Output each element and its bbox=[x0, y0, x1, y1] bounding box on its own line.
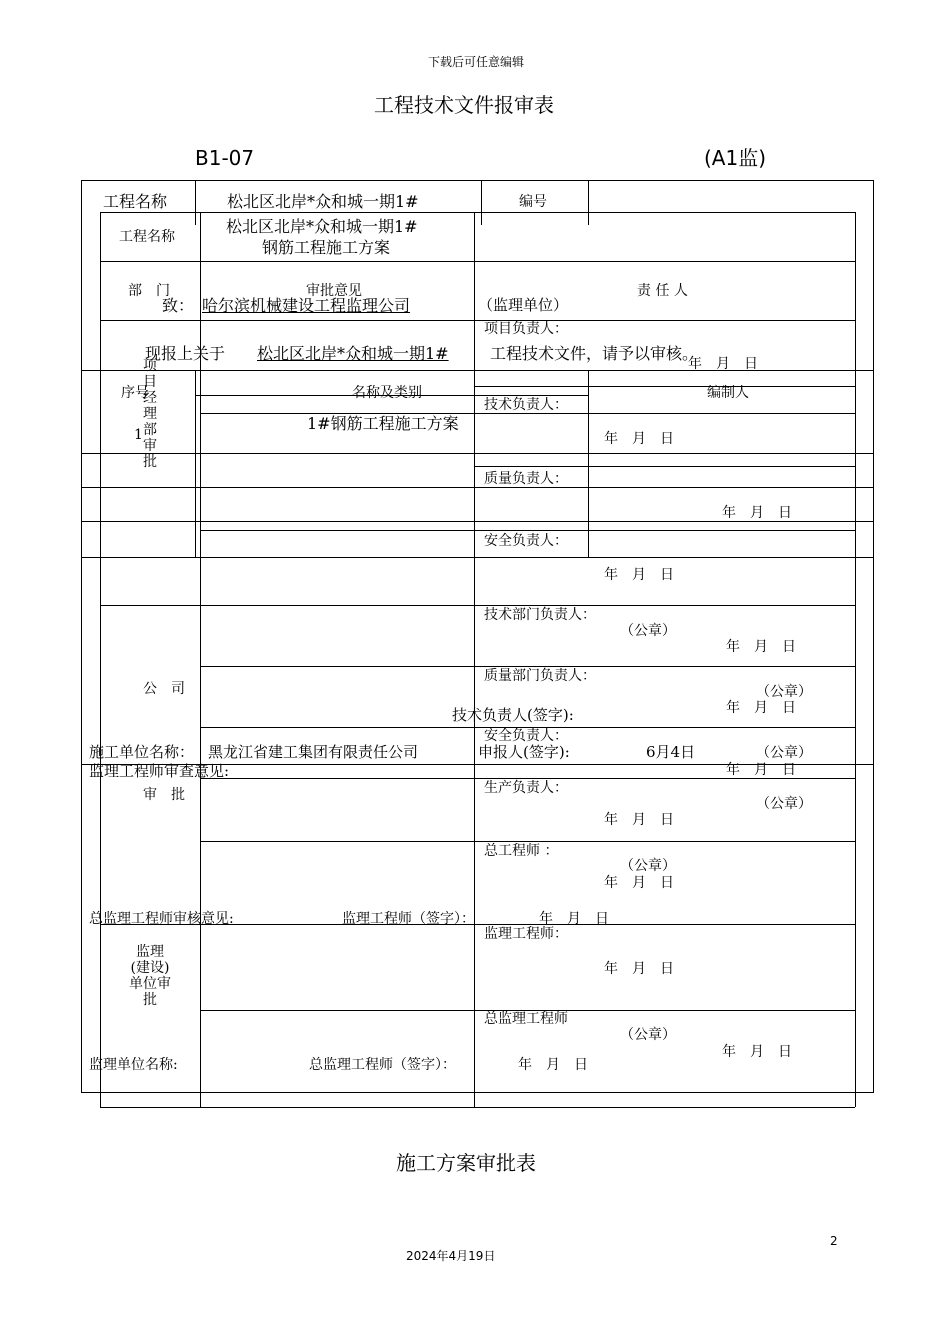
seq-header: 序号 bbox=[121, 385, 149, 401]
footer-date: 2024年4月19日 bbox=[406, 1249, 496, 1263]
safety-lead-date: 年 月 日 bbox=[604, 567, 674, 583]
chief-opinion: 总监理工程师审核意见: bbox=[89, 911, 234, 927]
chief-supervising-date: 年 月 日 bbox=[722, 1044, 792, 1060]
pm-dept-label: 项目经理部审批 bbox=[143, 358, 157, 470]
quality-dept-seal: （公章） bbox=[756, 684, 812, 700]
company-label-1: 公 司 bbox=[143, 681, 185, 697]
number-label: 编号 bbox=[519, 194, 547, 210]
chief-engineer: 总工程师 ： bbox=[484, 843, 559, 859]
inner-project-label: 工程名称 bbox=[119, 229, 175, 245]
safety-lead: 安全负责人： bbox=[484, 533, 568, 549]
author-header: 编制人 bbox=[707, 385, 749, 401]
responsible-header: 责 任 人 bbox=[637, 283, 688, 299]
tech-dept-lead: 技术部门负责人： bbox=[484, 607, 596, 623]
supervision-label: 监理(建设)单位审批 bbox=[129, 944, 171, 1008]
page-title: 工程技术文件报审表 bbox=[374, 93, 554, 117]
engineer-opinion: 监理工程师审查意见: bbox=[89, 762, 230, 780]
row1-name: 1#钢筋工程施工方案 bbox=[307, 414, 459, 433]
outer-project-label: 工程名称 bbox=[103, 192, 168, 211]
report-project: 松北区北岸*众和城一期1# bbox=[257, 344, 449, 363]
quality-dept-lead: 质量部门负责人： bbox=[484, 668, 596, 684]
chief-engineer-date: 年 月 日 bbox=[604, 875, 674, 891]
supervisor-company: 哈尔滨机械建设工程监理公司 bbox=[202, 296, 411, 315]
report-suffix: 工程技术文件，请予以审核。 bbox=[490, 344, 699, 363]
dept-header: 部 门 bbox=[128, 283, 170, 299]
safety-lead-2: 安全负责人： bbox=[484, 728, 568, 744]
project-lead-date: 年 月 日 bbox=[688, 356, 758, 372]
supervising-engineer: 监理工程师： bbox=[484, 926, 568, 942]
safety-date: 年 月 日 bbox=[726, 762, 796, 778]
supervisor-unit: （监理单位） bbox=[478, 296, 569, 314]
production-lead: 生产负责人： bbox=[484, 780, 568, 796]
engineer-sign: 监理工程师（签字）： bbox=[342, 911, 475, 927]
contractor-label: 施工单位名称： bbox=[89, 743, 195, 761]
inner-project-name-1: 松北区北岸*众和城一期1# bbox=[226, 217, 418, 236]
chief-sign-date: 年 月 日 bbox=[518, 1057, 588, 1073]
form-type: (A1监) bbox=[704, 146, 767, 170]
chief-supervising-engineer: 总监理工程师 bbox=[484, 1011, 568, 1027]
engineer-sign-date: 年 月 日 bbox=[539, 911, 609, 927]
report-date: 6月4日 bbox=[646, 743, 696, 761]
tech-dept-date: 年 月 日 bbox=[726, 639, 796, 655]
quality-dept-date: 年 月 日 bbox=[726, 700, 796, 716]
name-type-header: 名称及类别 bbox=[352, 385, 422, 401]
page-number: 2 bbox=[830, 1234, 838, 1248]
reporter-sign: 申报人(签字): bbox=[478, 743, 570, 761]
contractor-name: 黑龙江省建工集团有限责任公司 bbox=[208, 743, 419, 761]
production-date: 年 月 日 bbox=[604, 812, 674, 828]
unit-name-label: 监理单位名称: bbox=[89, 1057, 178, 1073]
safety-seal: （公章） bbox=[756, 745, 812, 761]
chief-sign: 总监理工程师（签字）： bbox=[309, 1057, 456, 1073]
tech-lead: 技术负责人： bbox=[484, 397, 568, 413]
chief-supervising-seal: （公章） bbox=[620, 1027, 676, 1043]
company-label-2: 审 批 bbox=[143, 787, 185, 803]
report-prefix: 现报上关于 bbox=[145, 344, 226, 363]
supervising-engineer-date: 年 月 日 bbox=[604, 961, 674, 977]
quality-lead: 质量负责人： bbox=[484, 471, 568, 487]
chief-engineer-seal: （公章） bbox=[620, 858, 676, 874]
row1-seq: 1 bbox=[134, 427, 143, 443]
production-seal: （公章） bbox=[756, 796, 812, 812]
inner-project-name-2: 钢筋工程施工方案 bbox=[262, 238, 391, 257]
opinion-header: 审批意见 bbox=[306, 283, 362, 299]
tech-lead-sign: 技术负责人(签字): bbox=[452, 706, 574, 724]
outer-project-name: 松北区北岸*众和城一期1# bbox=[227, 192, 419, 211]
header-note: 下载后可任意编辑 bbox=[428, 55, 525, 69]
sub-title: 施工方案审批表 bbox=[396, 1151, 536, 1175]
quality-lead-date: 年 月 日 bbox=[722, 505, 792, 521]
form-code: B1-07 bbox=[195, 146, 255, 170]
tech-lead-date: 年 月 日 bbox=[604, 431, 674, 447]
to-prefix: 致： bbox=[162, 296, 195, 315]
tech-dept-seal: （公章） bbox=[620, 623, 676, 639]
project-lead: 项目负责人： bbox=[484, 321, 568, 337]
